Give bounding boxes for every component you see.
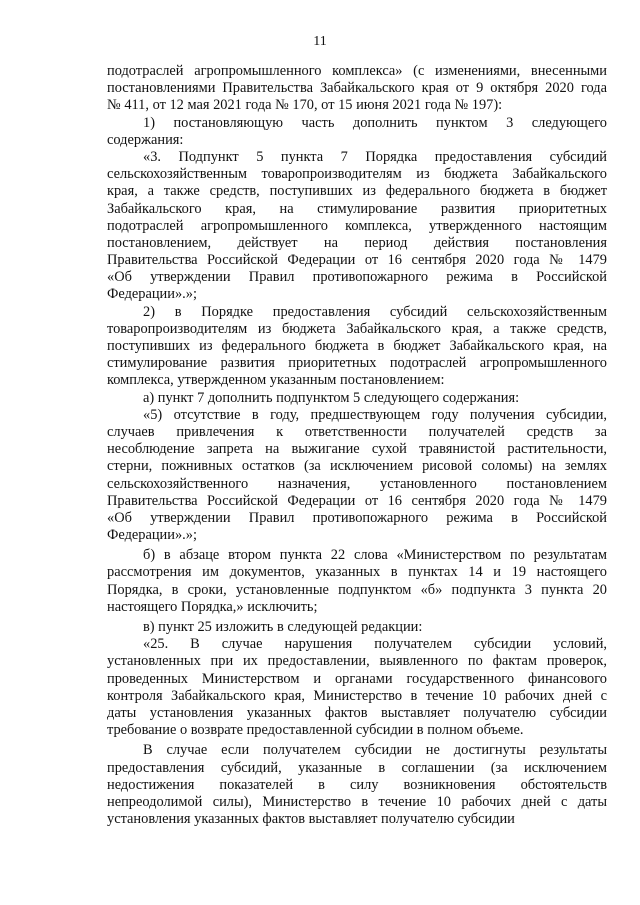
text-line: стимулирование развития приоритетных подотраслей агропромышленного (107, 355, 607, 372)
page-number: 11 (313, 34, 327, 49)
text-line: № 411, от 12 мая 2021 года № 170, от 15 июня 2021 года № 197): (107, 97, 503, 114)
text-line: края, а также средств, поступивших из федерального бюджета в бюджет (107, 183, 607, 200)
text-line: Правительства Российской Федерации от 16 сентября 2020 года № 1479 (107, 492, 607, 509)
text-line: «Об утверждении Правил противопожарного режима в Российской (107, 269, 607, 286)
text-line: «Об утверждении Правил противопожарного режима в Российской (107, 509, 607, 526)
text-line: недостижения показателей в силу возникновения обстоятельств (107, 776, 607, 793)
text-line: установления указанных фактов выставляет получателю субсидии (107, 811, 515, 828)
text-line: сельскохозяйственного назначения, установленного постановлением (107, 475, 607, 492)
text-line: а) пункт 7 дополнить подпунктом 5 следующего содержания: (143, 389, 520, 406)
text-line: «5) отсутствие в году, предшествующем году получения субсидии, (143, 406, 607, 423)
paragraph (107, 149, 607, 304)
text-line: подотраслей агропромышленного комплекса, утвержденного настоящим (107, 217, 607, 234)
text-line: Правительства Российской Федерации от 16 сентября 2020 года № 1479 (107, 252, 607, 269)
text-line: 1) постановляющую часть дополнить пунктом 3 следующего (143, 114, 607, 131)
paragraph (107, 63, 607, 115)
paragraph (107, 390, 607, 407)
text-line: постановлением, действует на период действия постановления (107, 234, 607, 251)
text-line: даты установления указанных фактов выставляет получателю субсидии (107, 704, 607, 721)
text-line: товаропроизводителям из бюджета Забайкальского края, а также средств, (107, 320, 607, 337)
text-line: Забайкальского края, на стимулирование развития приоритетных (107, 200, 607, 217)
text-line: содержания: (107, 131, 184, 148)
paragraph (107, 304, 607, 390)
text-line: б) в абзаце втором пункта 22 слова «Министерством по результатам (143, 547, 607, 564)
text-line: поступивших из федерального бюджета в бюджет Забайкальского края, на (107, 338, 607, 354)
paragraph (107, 547, 607, 616)
text-line: «3. Подпункт 5 пункта 7 Порядка предоставления субсидий (143, 148, 607, 165)
text-line: контроля Забайкальского края, Министерство в течение 10 рабочих дней с (107, 687, 607, 704)
text-line: постановлениями Правительства Забайкальского края от 9 октября 2020 года (107, 80, 607, 97)
text-line: рассмотрения им документов, указанных в пунктах 14 и 19 настоящего (107, 564, 607, 581)
text-line: стерни, пожнивных остатков (за исключением рисовой соломы) на землях (107, 458, 607, 475)
text-line: настоящего Порядка,» исключить; (107, 598, 318, 615)
document-body (107, 63, 607, 828)
text-line: Федерации».»; (107, 527, 197, 544)
text-line: требование о возврате предоставленной субсидии в полном объеме. (107, 722, 524, 739)
paragraph (107, 636, 607, 739)
text-line: случаев привлечения к ответственности получателей средств за (107, 423, 607, 440)
text-line: установленных при их предоставлении, выявленного по фактам проверок, (107, 653, 607, 670)
text-line: проведенных Министерством и органами государственного финансового (107, 670, 607, 687)
text-line: Федерации».»; (107, 286, 197, 303)
paragraph (107, 407, 607, 545)
text-line: Порядка, в сроки, установленные подпунктом «б» подпункта 3 пункта 20 (107, 581, 607, 598)
text-line: «25. В случае нарушения получателем субсидии условий, (143, 636, 607, 653)
text-line: В случае если получателем субсидии не достигнуты результаты (143, 742, 607, 759)
paragraph (107, 619, 607, 636)
paragraph (107, 115, 607, 149)
text-line: комплекса, утвержденном указанным постановлением: (107, 372, 445, 389)
text-line: сельскохозяйственным товаропроизводителям из бюджета Забайкальского (107, 166, 607, 183)
paragraph (107, 742, 607, 828)
text-line: в) пункт 25 изложить в следующей редакции: (143, 619, 423, 635)
text-line: непреодолимой силы), Министерство в течение 10 рабочих дней с даты (107, 793, 607, 810)
text-line: 2) в Порядке предоставления субсидий сельскохозяйственным (143, 303, 607, 320)
text-line: несоблюдение запрета на выжигание сухой травянистой растительности, (107, 441, 607, 458)
text-line: подотраслей агропромышленного комплекса» (с изменениями, внесенными (107, 63, 607, 79)
text-line: предоставления субсидий, указанные в соглашении (за исключением (107, 759, 607, 776)
